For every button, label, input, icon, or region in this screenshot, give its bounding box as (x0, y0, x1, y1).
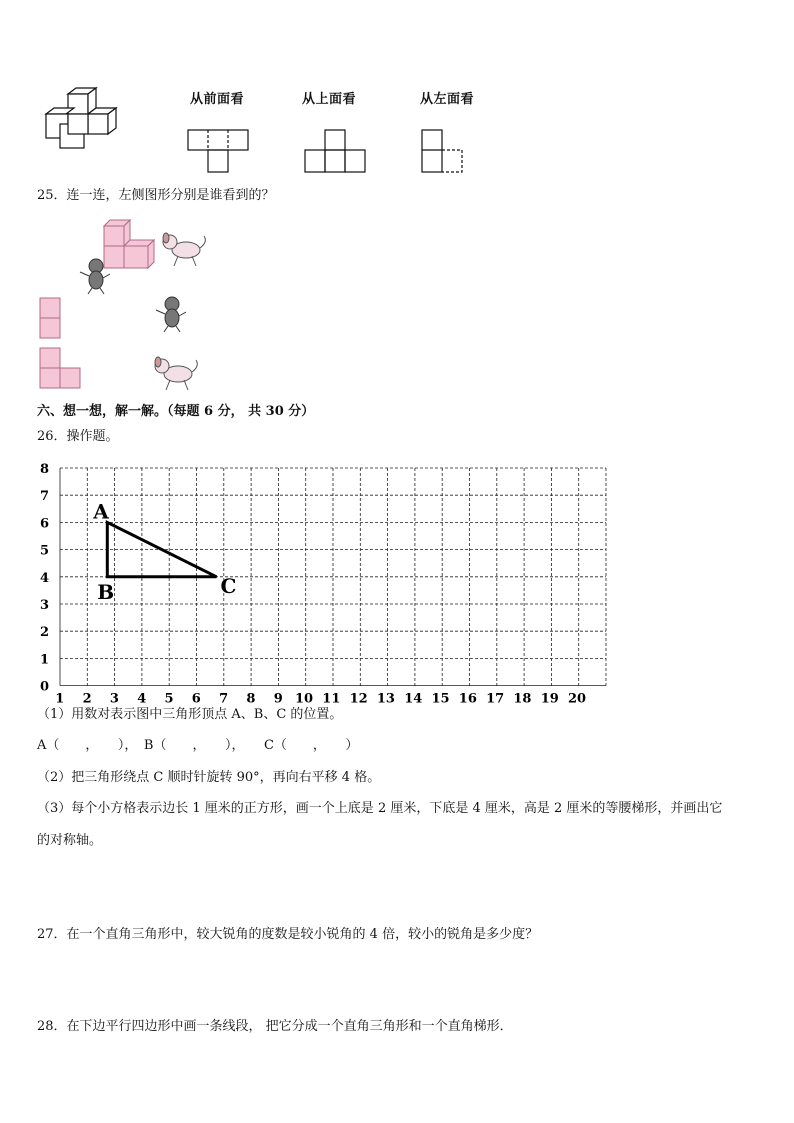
answer-coordinates: A（ ， ）， B（ ， ）， C（ ， ） (37, 738, 359, 753)
x-tick-label: 11 (322, 691, 341, 707)
y-tick-label: 8 (40, 462, 50, 477)
x-tick-label: 6 (191, 691, 201, 707)
x-tick-label: 17 (486, 691, 505, 707)
vertex-label-a: A (93, 499, 109, 524)
view-label-left: 从左面看 (420, 92, 475, 107)
section-6-title: 六、想一想，解一解。（每题 6 分， 共 30 分） (37, 404, 315, 419)
y-tick-label: 5 (40, 543, 50, 559)
view-label-front: 从前面看 (190, 92, 245, 107)
x-tick-label: 12 (349, 691, 368, 707)
question-27: 27．在一个直角三角形中，较大锐角的度数是较小锐角的 4 倍，较小的锐角是多少度？ (37, 927, 539, 942)
x-tick-label: 10 (295, 691, 314, 707)
pink-shape-column (38, 296, 64, 342)
x-axis-labels (55, 692, 586, 707)
pink-shape-l (38, 346, 84, 390)
x-tick-label: 9 (273, 691, 283, 707)
x-tick-label: 15 (431, 691, 450, 707)
x-tick-label: 1 (55, 691, 65, 707)
triangle-abc (92, 499, 236, 603)
y-tick-label: 0 (40, 679, 50, 695)
x-tick-label: 13 (376, 691, 395, 707)
x-tick-label: 3 (109, 691, 119, 707)
monkey-icon (152, 294, 192, 334)
front-view-shape (186, 128, 252, 176)
x-tick-label: 2 (82, 691, 92, 707)
y-tick-label: 3 (40, 598, 50, 613)
y-tick-label: 1 (40, 652, 50, 668)
y-tick-label: 4 (40, 570, 50, 586)
x-tick-label: 5 (164, 691, 174, 707)
x-tick-label: 19 (540, 691, 559, 707)
question-26-part-1: （1）用数对表示图中三角形顶点 A、B、C 的位置。 (37, 707, 343, 722)
view-label-top: 从上面看 (302, 92, 357, 107)
question-26-part-2: （2）把三角形绕点 C 顺时针旋转 90°，再向右平移 4 格。 (37, 770, 381, 785)
coordinate-grid (30, 458, 620, 707)
x-tick-label: 20 (568, 691, 587, 707)
x-tick-label: 7 (219, 691, 229, 707)
question-25: 25．连一连，左侧图形分别是谁看到的？ (37, 188, 275, 203)
question-26: 26．操作题。 (37, 429, 119, 444)
y-tick-label: 6 (40, 516, 50, 532)
left-view-shape (420, 128, 466, 176)
monkey-icon (76, 256, 116, 296)
top-view-shape (303, 128, 367, 176)
x-tick-label: 8 (246, 691, 256, 707)
x-tick-label: 16 (458, 691, 477, 707)
y-axis-labels (40, 462, 49, 695)
y-tick-label: 7 (40, 489, 50, 505)
question-26-part-3: （3）每个小方格表示边长 1 厘米的正方形，画一个上底是 2 厘米，下底是 4 厘米，高是 2 厘米的等腰梯形，并画出它 (37, 801, 723, 816)
dog-icon (158, 228, 210, 270)
question-28: 28．在下边平行四边形中画一条线段， 把它分成一个直角三角形和一个直角梯形． (37, 1019, 513, 1034)
vertex-label-b: B (97, 579, 115, 604)
vertex-label-c: C (220, 573, 237, 598)
cube-stack-figure (40, 84, 130, 154)
dog-icon (150, 352, 202, 394)
x-tick-label: 14 (404, 691, 423, 707)
x-tick-label: 4 (137, 691, 147, 707)
question-26-part-3-cont: 的对称轴。 (37, 833, 103, 848)
y-tick-label: 2 (40, 625, 50, 641)
x-tick-label: 18 (513, 691, 532, 707)
